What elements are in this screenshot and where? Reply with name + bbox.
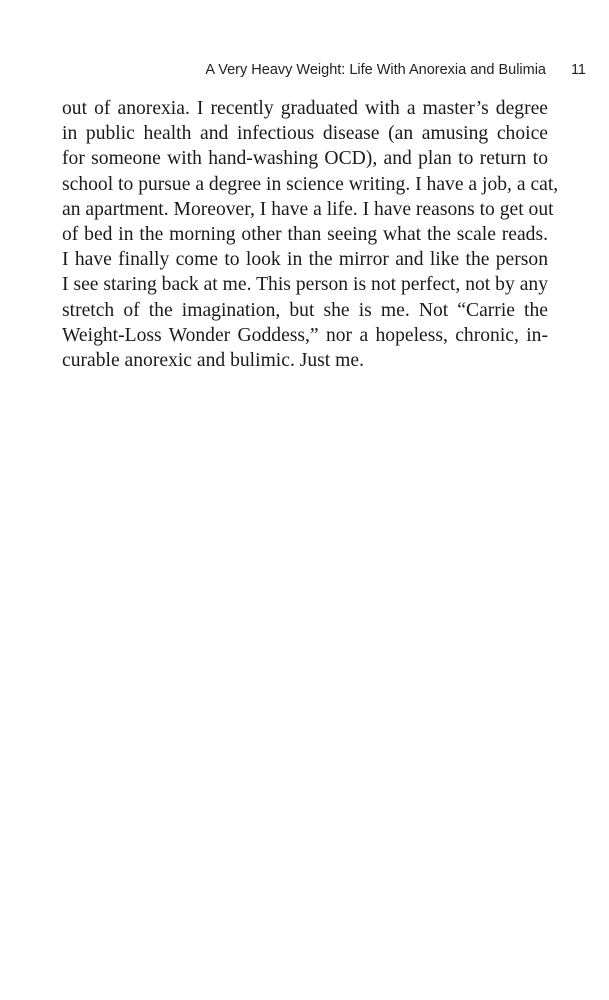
body-paragraph xyxy=(62,96,559,373)
text-line: I see staring back at me. This person is not perfect, not by any xyxy=(62,274,548,296)
text-line: for someone with hand-washing OCD), and plan to return to xyxy=(62,148,548,170)
page-number: 11 xyxy=(570,62,586,78)
running-title: A Very Heavy Weight: Life With Anorexia and Bulimia xyxy=(205,62,546,78)
text-line: curable anorexic and bulimic. Just me. xyxy=(62,349,364,371)
text-line: I have finally come to look in the mirror and like the person xyxy=(62,249,548,271)
text-line: in public health and infectious disease (an amusing choice xyxy=(62,123,548,145)
text-line: an apartment. Moreover, I have a life. I have reasons to get out xyxy=(62,198,554,220)
text-line: school to pursue a degree in science writing. I have a job, a cat, xyxy=(62,173,559,195)
text-line: of bed in the morning other than seeing what the scale reads. xyxy=(62,223,548,245)
text-line: stretch of the imagination, but she is me. Not “Carrie the xyxy=(62,299,548,321)
text-line: Weight-Loss Wonder Goddess,” nor a hopeless, chronic, in- xyxy=(62,324,548,346)
text-line: out of anorexia. I recently graduated with a master’s degree xyxy=(62,98,548,119)
running-header xyxy=(62,60,586,80)
